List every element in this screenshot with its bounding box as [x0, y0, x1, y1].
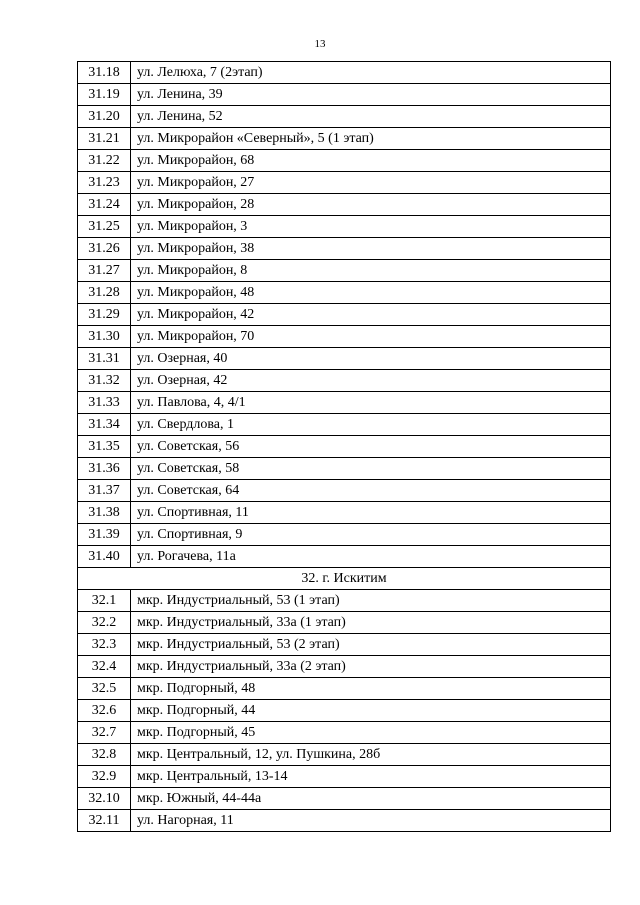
row-number: 32.10: [78, 788, 131, 810]
row-address: ул. Микрорайон, 3: [131, 216, 611, 238]
row-address: ул. Микрорайон, 48: [131, 282, 611, 304]
row-address: ул. Ленина, 52: [131, 106, 611, 128]
table-row: [78, 62, 611, 84]
row-address: мкр. Подгорный, 44: [131, 700, 611, 722]
row-number: 32.8: [78, 744, 131, 766]
row-number: 31.19: [78, 84, 131, 106]
address-table: [77, 61, 611, 832]
table-row: [78, 348, 611, 370]
table-row: [78, 216, 611, 238]
row-address: мкр. Индустриальный, 53 (1 этап): [131, 590, 611, 612]
table-row: [78, 370, 611, 392]
row-address: ул. Советская, 58: [131, 458, 611, 480]
row-number: 31.35: [78, 436, 131, 458]
row-address: мкр. Подгорный, 45: [131, 722, 611, 744]
row-number: 31.40: [78, 546, 131, 568]
row-number: 32.7: [78, 722, 131, 744]
row-address: ул. Микрорайон, 27: [131, 172, 611, 194]
row-address: ул. Озерная, 42: [131, 370, 611, 392]
row-address: ул. Советская, 64: [131, 480, 611, 502]
row-number: 31.39: [78, 524, 131, 546]
table-row: [78, 678, 611, 700]
row-address: мкр. Центральный, 12, ул. Пушкина, 28б: [131, 744, 611, 766]
page-number: 13: [314, 38, 326, 50]
table-row: [78, 656, 611, 678]
table-row: [78, 458, 611, 480]
row-number: 32.11: [78, 810, 131, 832]
table-row: [78, 590, 611, 612]
row-number: 31.27: [78, 260, 131, 282]
table-row: [78, 436, 611, 458]
table-row: [78, 172, 611, 194]
table-row: [78, 766, 611, 788]
row-address: ул. Микрорайон, 8: [131, 260, 611, 282]
row-number: 31.22: [78, 150, 131, 172]
row-address: ул. Свердлова, 1: [131, 414, 611, 436]
row-address: ул. Спортивная, 9: [131, 524, 611, 546]
row-number: 31.30: [78, 326, 131, 348]
table-row: [78, 194, 611, 216]
table-row: [78, 282, 611, 304]
table-row: [78, 260, 611, 282]
row-address: ул. Микрорайон «Северный», 5 (1 этап): [131, 128, 611, 150]
table-row: [78, 810, 611, 832]
row-address: ул. Лелюха, 7 (2этап): [131, 62, 611, 84]
row-address: ул. Ленина, 39: [131, 84, 611, 106]
table-row: [78, 304, 611, 326]
row-number: 32.3: [78, 634, 131, 656]
row-address: ул. Павлова, 4, 4/1: [131, 392, 611, 414]
table-row: [78, 634, 611, 656]
row-number: 31.37: [78, 480, 131, 502]
table-row: [78, 524, 611, 546]
table-row: [78, 722, 611, 744]
table-row: [78, 128, 611, 150]
table-row: [78, 392, 611, 414]
row-number: 31.28: [78, 282, 131, 304]
row-address: мкр. Индустриальный, 33а (1 этап): [131, 612, 611, 634]
row-number: 31.29: [78, 304, 131, 326]
row-number: 31.25: [78, 216, 131, 238]
row-number: 31.24: [78, 194, 131, 216]
row-number: 32.5: [78, 678, 131, 700]
table-row: [78, 480, 611, 502]
table-row: [78, 788, 611, 810]
table-row: [78, 502, 611, 524]
row-address: мкр. Индустриальный, 33а (2 этап): [131, 656, 611, 678]
row-address: ул. Микрорайон, 28: [131, 194, 611, 216]
row-number: 31.32: [78, 370, 131, 392]
row-address: ул. Нагорная, 11: [131, 810, 611, 832]
table-body: [78, 62, 611, 832]
table-row: [78, 546, 611, 568]
row-number: 31.33: [78, 392, 131, 414]
row-address: ул. Микрорайон, 42: [131, 304, 611, 326]
row-number: 31.31: [78, 348, 131, 370]
row-number: 31.23: [78, 172, 131, 194]
row-number: 31.36: [78, 458, 131, 480]
row-number: 32.9: [78, 766, 131, 788]
section-title: 32. г. Искитим: [78, 568, 611, 590]
row-number: 31.34: [78, 414, 131, 436]
row-address: ул. Микрорайон, 38: [131, 238, 611, 260]
section-header-row: [78, 568, 611, 590]
table-row: [78, 84, 611, 106]
row-number: 31.18: [78, 62, 131, 84]
row-address: ул. Озерная, 40: [131, 348, 611, 370]
row-number: 32.1: [78, 590, 131, 612]
row-address: ул. Спортивная, 11: [131, 502, 611, 524]
row-number: 31.20: [78, 106, 131, 128]
table-row: [78, 414, 611, 436]
row-number: 31.26: [78, 238, 131, 260]
table-row: [78, 326, 611, 348]
row-number: 31.21: [78, 128, 131, 150]
row-address: мкр. Подгорный, 48: [131, 678, 611, 700]
table-row: [78, 700, 611, 722]
row-address: ул. Микрорайон, 70: [131, 326, 611, 348]
table-row: [78, 106, 611, 128]
row-address: мкр. Центральный, 13-14: [131, 766, 611, 788]
row-address: ул. Микрорайон, 68: [131, 150, 611, 172]
row-number: 31.38: [78, 502, 131, 524]
row-number: 32.2: [78, 612, 131, 634]
row-address: ул. Советская, 56: [131, 436, 611, 458]
table-row: [78, 150, 611, 172]
row-address: мкр. Индустриальный, 53 (2 этап): [131, 634, 611, 656]
table-row: [78, 238, 611, 260]
row-number: 32.4: [78, 656, 131, 678]
row-address: мкр. Южный, 44-44а: [131, 788, 611, 810]
row-address: ул. Рогачева, 11а: [131, 546, 611, 568]
table-row: [78, 612, 611, 634]
row-number: 32.6: [78, 700, 131, 722]
table-row: [78, 744, 611, 766]
